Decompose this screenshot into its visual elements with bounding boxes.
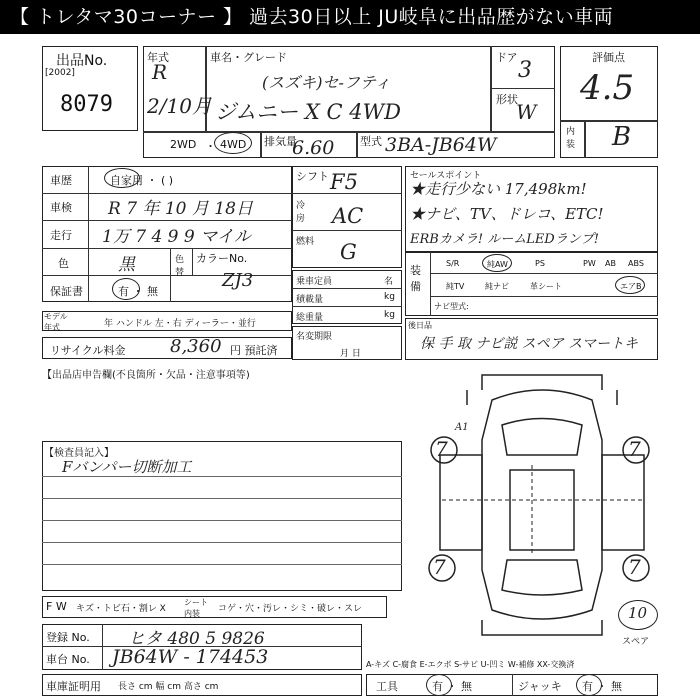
type-value: 3BA-JB64W [385,134,497,156]
displacement-value: 6.60 [292,137,335,159]
equip-ps: PS [535,259,545,268]
warranty-options: 有 ・ 無 [118,285,158,298]
model-grade: (スズキ)セ-フティ [262,73,391,92]
banner: 【 トレタマ30コーナー 】 過去30日以上 JU岐阜に出品歴がない車両 [0,0,700,34]
jack-circle [576,674,602,696]
score-label: 評価点 [592,51,625,64]
inspection-value: R 7 年 10 月 18日 [108,199,253,219]
equip-sr: S/R [446,259,460,268]
drive-separator: ・ [205,140,216,153]
ac-label: 冷房 [296,201,306,224]
damage-mark-a1: A1 [455,422,469,433]
score-value: 4.5 [580,68,635,108]
fuel-value: G [340,240,357,264]
body-value: W [516,100,537,124]
modelyear-label: モデル年式 [44,312,68,332]
recycle-suffix: 円 預託済 [230,344,278,357]
fuel-label: 燃料 [296,237,315,247]
extras-value: 保 手 取 ナビ説 スペア スマートキ [420,336,638,352]
color-code-value: ZJ3 [222,270,254,291]
seller-notes-label: 【出品店申告欄(不良箇所・欠品・注意事項等) [42,370,250,381]
equipment-label: 装備 [410,264,421,293]
color-value: 黒 [118,255,135,275]
chassis-value: JB64W - 174453 [112,646,269,668]
equip-pw: PW [583,259,596,268]
doors-value: 3 [518,58,532,83]
year-value: 2/10月 [147,94,212,118]
extras-label: 後日品 [408,321,432,330]
tools-options: 有 ・ 無 [432,680,472,693]
recycle-value: 8,360 [170,336,222,357]
interior-value: B [612,122,632,152]
gross-label: 総重量 [296,313,324,323]
ac-value: AC [332,204,364,228]
type-label: 型式 [360,135,382,148]
inspector-value: Fバンパー切断加工 [62,458,192,476]
recycle-label: リサイクル料金 [50,344,126,357]
seat-items: コゲ・穴・汚レ・シミ・破レ・スレ [218,604,363,614]
modelyear-fields: 年 ハンドル 左・右 ディーラー・並行 [104,319,256,329]
drive-2wd: 2WD [170,138,197,151]
lot-code: [2002] [45,68,75,78]
lot-number: 8079 [60,92,113,117]
capacity-unit: 名 [384,277,394,287]
car-diagram [422,370,662,640]
reg-value: ヒタ 480 5 9826 [128,629,265,649]
equip-ab: AB [605,259,616,268]
sales-line3: ERBカメラ! ルームLEDランプ! [410,232,599,247]
tools-circle [426,674,452,696]
shift-label: シフト [296,170,329,183]
reg-label: 登録 No. [46,631,90,644]
mileage-label: 走行 [50,229,72,242]
shift-value: F5 [330,170,358,194]
gross-unit: kg [384,310,395,320]
equip-tv: 純TV [446,282,465,291]
chassis-label: 車台 No. [46,653,90,666]
spare-value: 10 [628,604,648,622]
color-label: 色 [58,257,69,270]
spare-label: スペア [622,637,650,647]
year-label: 年式 [147,51,169,64]
tire-rear-left: 7 [433,555,446,579]
displacement-label: 排気量 [264,135,297,148]
doors-label: ドア [496,51,518,64]
sales-line1: ★走行少ない 17,498km! [410,180,587,198]
sales-line2: ★ナビ、TV、ドレコ、ETC! [410,205,604,223]
jack-label: ジャッキ [518,680,562,693]
expiry-unit: 月 日 [340,349,361,359]
equip-aw: 純AW [487,260,508,269]
load-label: 積載量 [296,295,324,305]
tire-front-right: 7 [628,437,641,461]
equip-abs: ABS [628,259,644,268]
history-label: 車歴 [50,174,72,187]
history-circle [104,168,140,188]
model-label: 車名・グレード [210,51,287,64]
tire-front-left: 7 [435,437,448,461]
warranty-label: 保証書 [50,285,83,298]
warranty-circle [112,278,140,300]
equip-airbag: エアB [620,282,642,291]
seat-label: シート内装 [184,598,208,618]
capacity-label: 乗車定員 [296,277,333,287]
sales-label: セールスポイント [410,171,482,181]
color-change-label: 色替 [175,255,185,278]
drive-4wd: 4WD [220,138,247,151]
tire-rear-right: 7 [628,555,641,579]
lot-label: 出品No. [56,53,108,69]
jack-options: 有 ・ 無 [582,680,622,693]
inspection-label: 車検 [50,201,72,214]
drive-4wd-circle [214,132,252,154]
damage-legend: A-キズ C-腐食 E-エクボ S-サビ U-凹ミ W-補修 XX-交換済 [366,660,575,669]
mileage-value: 1万 7 4 9 9 マイル [102,227,251,247]
navi-label: ナビ型式: [434,302,469,311]
body-label: 形状 [496,93,518,106]
interior-label: 内装 [566,127,576,150]
equip-navi: 純ナビ [485,282,509,291]
year-era: R [152,60,168,84]
color-code-label: カラーNo. [196,252,248,265]
tools-label: 工具 [376,680,398,693]
inspector-label: 【検査員記入】 [44,448,114,459]
expiry-label: 名変期限 [296,332,333,342]
equip-aw-circle [482,254,512,272]
fw-label: F W [46,600,67,613]
model-name: ジムニー X C 4WD [215,100,401,124]
cert-label: 車庫証明用 [46,680,101,693]
cert-fields: 長さ cm 幅 cm 高さ cm [118,682,219,692]
fw-items: キズ・トビ石・割レ X [76,604,166,614]
history-value: 自家用 ・ ( ) [110,174,174,187]
load-unit: kg [384,292,395,302]
equip-airbag-circle [615,276,645,294]
equip-leather: 革シート [530,282,562,291]
